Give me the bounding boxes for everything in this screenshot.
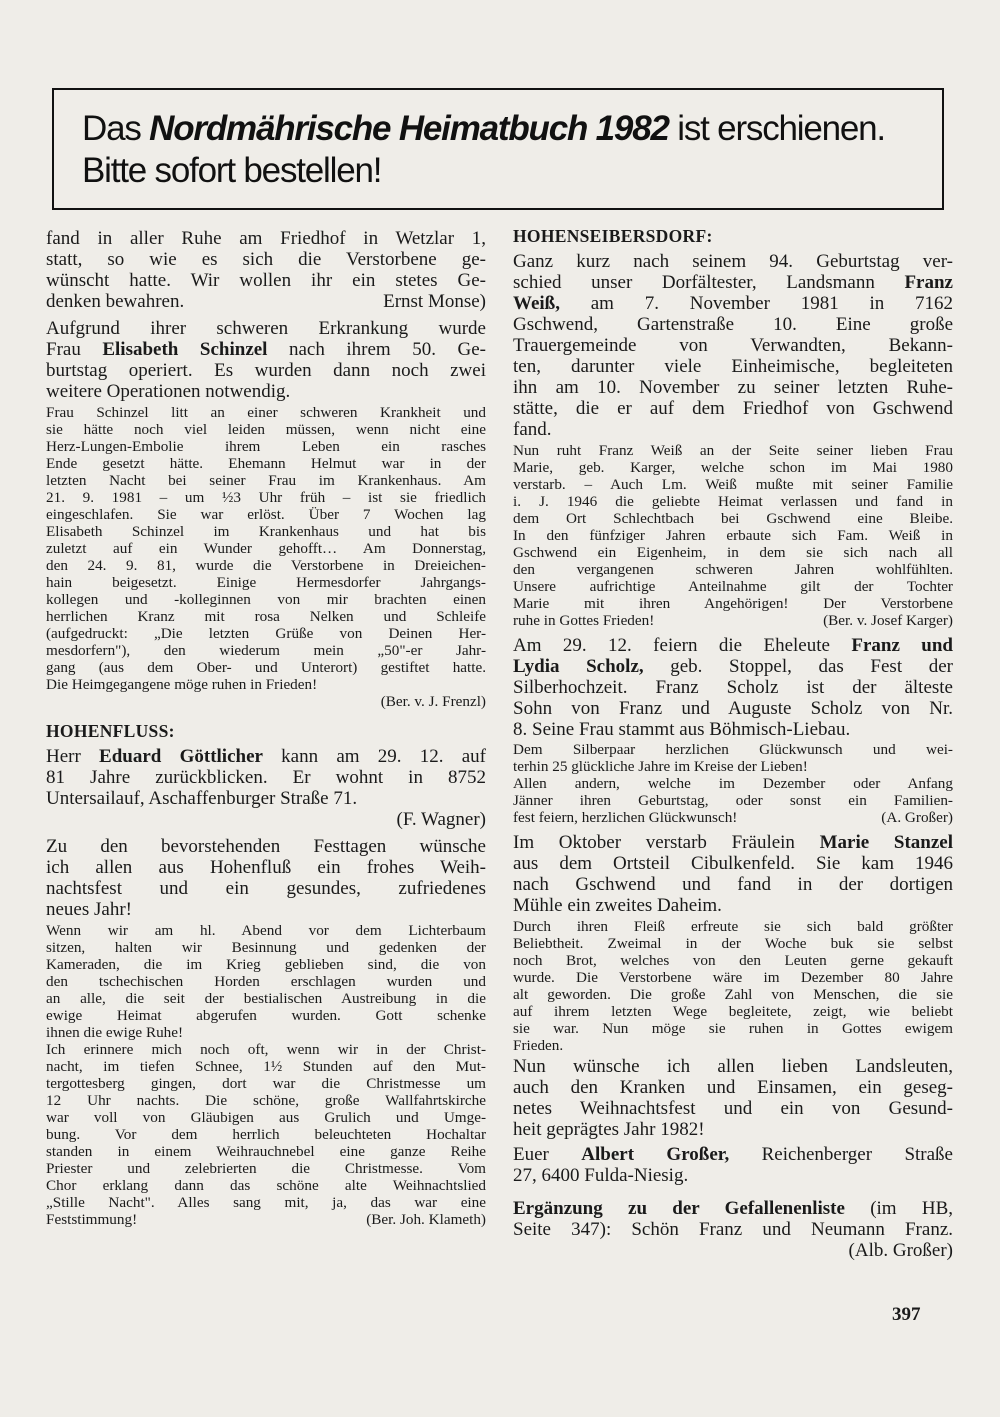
text-line	[513, 656, 953, 677]
text-line: standen in einem Weihrauchnebel eine ganze Reihe	[46, 1143, 486, 1160]
text-line: Gschwend, Gartenstraße 10. Eine große	[513, 314, 953, 335]
text-line: burtstag operiert. Es wurden dann noch zwei	[46, 360, 486, 381]
page-number: 397	[892, 1304, 921, 1325]
text-line: nach Gschwend und fand in der dortigen	[513, 874, 953, 895]
text-line: Trauergemeinde von Verwandten, Bekann-	[513, 335, 953, 356]
text-line: Dem Silberpaar herzlichen Glückwunsch und wei-	[513, 741, 953, 758]
text-line: Marie mit ihren Angehörigen! Der Verstorbene	[513, 595, 953, 612]
signature: Ernst Monse)	[383, 291, 486, 312]
text-line: Unsere aufrichtige Anteilnahme gilt der Tochter	[513, 578, 953, 595]
text-line: auf ihrem letzten Wege begleitete, zeigt, wie beliebt	[513, 1003, 953, 1020]
text-fragment: schied unser Dorfältester, Landsmann	[513, 272, 905, 293]
paragraph-author-address	[513, 1144, 953, 1186]
person-name: Albert Großer,	[581, 1144, 730, 1165]
text-line: „Stille Nacht". Alles sang mit, ja, das war eine	[46, 1194, 486, 1211]
text-line: aus dem Ortsteil Cibulkenfeld. Sie kam 1946	[513, 853, 953, 874]
text-line: letzten Nacht bei seiner Frau im Krankenhaus. Am	[46, 472, 486, 489]
paragraph-weiss-report	[513, 442, 953, 629]
text-fragment: Reichenberger Straße	[729, 1144, 953, 1165]
text-line: weitere Operationen notwendig.	[46, 381, 291, 402]
person-name: Eduard Göttlicher	[99, 746, 263, 767]
text-line: ich allen aus Hohenfluß ein frohes Weih-	[46, 857, 486, 878]
text-fragment: ruhe in Gottes Frieden!	[513, 612, 655, 629]
text-line: Frieden.	[513, 1037, 564, 1054]
text-fragment: kann am 29. 12. auf	[262, 746, 487, 767]
text-line: terhin 25 glückliche Jahre im Kreise der Lieben!	[513, 758, 808, 775]
text-line: heit geprägtes Jahr 1982!	[513, 1119, 705, 1140]
text-line: alt geworden. Die große Zahl von Menschen, die sie	[513, 986, 953, 1003]
paragraph-schinzel-report	[46, 404, 486, 710]
banner-book-title: Nordmährische Heimatbuch 1982	[149, 109, 669, 148]
text-fragment: Frau	[46, 339, 103, 360]
text-line: Gschwend ein Eigenheim, in dem sie sich nach all	[513, 544, 953, 561]
text-line	[513, 1198, 953, 1219]
text-line: sitzen, halten wir Besinnung und gedenken der	[46, 939, 486, 956]
paragraph-closing-wishes	[513, 1056, 953, 1140]
text-line: Nun ruht Franz Weiß an der Seite seiner lieben Frau	[513, 442, 953, 459]
text-fragment: Herr	[46, 746, 100, 767]
banner-text-post: ist erschienen.	[668, 109, 885, 148]
text-line: 12 Uhr nachts. Die schöne, große Wallfahrtskirche	[46, 1092, 486, 1109]
paragraph-stanzel-report	[513, 918, 953, 1054]
text-line: (aufgedruckt: „Die letzten Grüße von Deinen Her-	[46, 625, 486, 642]
text-line: Ich erinnere mich noch oft, wenn wir in der Christ-	[46, 1041, 486, 1058]
text-line: Nun wünsche ich allen lieben Landsleuten,	[513, 1056, 953, 1077]
banner-line-1	[82, 108, 942, 150]
text-line: Die Heimgegangene möge ruhen in Frieden!	[46, 676, 318, 693]
text-line	[513, 272, 953, 293]
signature: (Ber. v. Josef Karger)	[823, 612, 953, 629]
text-line: statt, so wie es sich die Verstorbene ge-	[46, 249, 486, 270]
person-name: Franz	[904, 272, 953, 293]
text-line	[513, 1144, 953, 1165]
paragraph-schinzel-intro	[46, 318, 486, 402]
text-line	[513, 293, 953, 314]
text-fragment: Euer	[513, 1144, 582, 1165]
paragraph-congratulations	[513, 741, 953, 826]
text-line: kollegen und -kolleginnen von mir brachten einen	[46, 591, 486, 608]
text-line: Untersailauf, Aschaffenburger Straße 71.	[46, 788, 358, 809]
text-fragment: Feststimmung!	[46, 1211, 138, 1228]
signature: (Ber. Joh. Klameth)	[366, 1211, 486, 1228]
text-line: 27, 6400 Fulda-Niesig.	[513, 1165, 689, 1186]
text-line: gang (aus dem Ober- und Unterort) gestiftet hatte.	[46, 659, 486, 676]
text-line	[513, 635, 953, 656]
text-line: Mühle ein zweites Daheim.	[513, 895, 722, 916]
text-fragment: Im Oktober verstarb Fräulein	[513, 832, 820, 853]
text-line: 8. Seine Frau stammt aus Böhmisch-Liebau.	[513, 719, 851, 740]
banner-line-2: Bitte sofort bestellen!	[82, 151, 382, 190]
text-line-with-signature	[46, 1211, 486, 1228]
text-line: nachtsfest und ein gesundes, zufriedenes	[46, 878, 486, 899]
paragraph-fallen-list-addendum	[513, 1198, 953, 1261]
text-line: nacht, im tiefen Schnee, 1½ Stunden auf den Mut-	[46, 1058, 486, 1075]
text-line: Elisabeth Schinzel im Krankenhaus und hat bis	[46, 523, 486, 540]
announcement-banner	[52, 88, 944, 210]
text-fragment: nach ihrem 50. Ge-	[267, 339, 486, 360]
text-fragment: fest feiern, herzlichen Glückwunsch!	[513, 809, 738, 826]
text-line: noch Brot, welches von den Leuten gerne gekauft	[513, 952, 953, 969]
text-line: netes Weihnachtsfest und ein von Gesund-	[513, 1098, 953, 1119]
text-line: 81 Jahre zurückblicken. Er wohnt in 8752	[46, 767, 486, 788]
text-line: Chor erklang dann das schöne alte Weihnachtslied	[46, 1177, 486, 1194]
text-line: den vergangenen schweren Jahren wohlfühlten.	[513, 561, 953, 578]
addendum-title: Ergänzung zu der Gefallenenliste	[513, 1198, 845, 1219]
person-name: Franz und	[851, 635, 953, 656]
signature: (Ber. v. J. Frenzl)	[380, 693, 486, 710]
text-line-with-signature	[513, 809, 953, 826]
paragraph-weiss-obituary	[513, 251, 953, 440]
text-line: dem Ort Schlechtbach bei Gschwend eine Bleibe.	[513, 510, 953, 527]
text-line: Sohn von Franz und Auguste Scholz von Nr.	[513, 698, 953, 719]
text-line: herrlichen Kranz mit rosa Nelken und Schleife	[46, 608, 486, 625]
text-line: ihnen die ewige Ruhe!	[46, 1024, 184, 1041]
text-line: ewige Heimat abgerufen wurden. Gott schenke	[46, 1007, 486, 1024]
text-line: fand.	[513, 419, 552, 440]
text-line: Beliebtheit. Zweimal in der Woche buk sie selbst	[513, 935, 953, 952]
text-line: Herz-Lungen-Embolie ihrem Leben ein rasches	[46, 438, 486, 455]
text-line: hain beigesetzt. Einige Hermesdorfer Jahrgangs-	[46, 574, 486, 591]
text-line: sie hätte noch viel leiden müssen, wenn nicht eine	[46, 421, 486, 438]
text-line: i. J. 1946 die geliebte Heimat verlassen und fand in	[513, 493, 953, 510]
paragraph-stanzel-obituary	[513, 832, 953, 916]
text-line: Wenn wir am hl. Abend vor dem Lichterbaum	[46, 922, 486, 939]
section-heading-hohenseibersdorf: HOHENSEIBERSDORF:	[513, 226, 713, 246]
text-line: den 24. 9. 81, wurde die Verstorbene in Dreieichen-	[46, 557, 486, 574]
text-line: Jänner ihren Geburtstag, oder sonst ein Familien-	[513, 792, 953, 809]
person-name: Elisabeth Schinzel	[102, 339, 268, 360]
text-line	[46, 746, 486, 767]
text-line: Kameraden, die im Krieg geblieben sind, die von	[46, 956, 486, 973]
text-line: neues Jahr!	[46, 899, 132, 920]
text-line	[46, 339, 486, 360]
signature: (A. Großer)	[881, 809, 953, 826]
text-line-with-signature	[513, 612, 953, 629]
text-line: bung. Vor dem herrlich beleuchteten Hochaltar	[46, 1126, 486, 1143]
text-line: Aufgrund ihrer schweren Erkrankung wurde	[46, 318, 486, 339]
text-line: den tschechischen Horden erschlagen wurden und	[46, 973, 486, 990]
person-name: Weiß,	[513, 293, 560, 314]
text-line: eingeschlafen. Sie war erlöst. Über 7 Wochen lag	[46, 506, 486, 523]
text-line: Allen andern, welche im Dezember oder Anfang	[513, 775, 953, 792]
text-line-with-signature	[46, 291, 486, 312]
paragraph-goettlicher	[46, 746, 486, 830]
text-line: Durch ihren Fleiß erfreute sie sich bald größter	[513, 918, 953, 935]
paragraph-burial-wetzlar	[46, 228, 486, 312]
text-line: an alle, die seit der bestialischen Austreibung in die	[46, 990, 486, 1007]
text-fragment: denken bewahren.	[46, 291, 185, 312]
person-name: Lydia Scholz,	[513, 656, 644, 677]
right-column	[513, 228, 953, 1261]
text-line	[513, 832, 953, 853]
text-line: Seite 347): Schön Franz und Neumann Franz.	[513, 1219, 953, 1240]
text-line: Silberhochzeit. Franz Scholz ist der älteste	[513, 677, 953, 698]
person-name: Marie Stanzel	[819, 832, 953, 853]
left-column	[46, 228, 486, 1228]
text-line: sie war. Nun möge sie ruhen in Gottes ewigem	[513, 1020, 953, 1037]
text-line: Ganz kurz nach seinem 94. Geburtstag ver-	[513, 251, 953, 272]
paragraph-holiday-wishes	[46, 836, 486, 920]
text-line: Frau Schinzel litt an einer schweren Krankheit und	[46, 404, 486, 421]
text-line: Priester und zelebrierten die Christmesse. Vom	[46, 1160, 486, 1177]
text-line: Ende gesetzt hätte. Ehemann Helmut war in der	[46, 455, 486, 472]
text-line: fand in aller Ruhe am Friedhof in Wetzlar 1,	[46, 228, 486, 249]
text-line: wurde. Die Verstorbene wäre im Dezember 80 Jahre	[513, 969, 953, 986]
text-line: stätte, die er auf dem Friedhof von Gschwend	[513, 398, 953, 419]
text-line: ihn am 10. November zu seiner letzten Ruhe-	[513, 377, 953, 398]
text-line: tergottesberg gingen, dort war die Christmesse um	[46, 1075, 486, 1092]
paragraph-christmas-memories	[46, 922, 486, 1228]
text-line: wünscht hatte. Wir wollen ihr ein stetes Ge-	[46, 270, 486, 291]
text-fragment: am 7. November 1981 in 7162	[559, 293, 953, 314]
signature: (F. Wagner)	[396, 809, 486, 830]
text-line: Marie, geb. Karger, welche schon im Mai 1980	[513, 459, 953, 476]
text-line: zuletzt auf ein Wunder gehofft… Am Donnerstag,	[46, 540, 486, 557]
text-fragment: (im HB,	[844, 1198, 953, 1219]
section-heading-hohenfluss: HOHENFLUSS:	[46, 721, 175, 741]
text-line: mesdorfern"), den wiederum mein „50"-er Jahr-	[46, 642, 486, 659]
text-line: Zu den bevorstehenden Festtagen wünsche	[46, 836, 486, 857]
text-fragment: geb. Stoppel, das Fest der	[643, 656, 953, 677]
signature: (Alb. Großer)	[848, 1240, 953, 1261]
text-fragment: Am 29. 12. feiern die Eheleute	[513, 635, 852, 656]
text-line: auch den Kranken und Einsamen, ein geseg-	[513, 1077, 953, 1098]
text-line: In den fünfziger Jahren erbaute sich Fam. Weiß in	[513, 527, 953, 544]
text-line: war voll von Gläubigen aus Grulich und Umge-	[46, 1109, 486, 1126]
banner-text-pre: Das	[82, 109, 150, 148]
text-line: verstarb. – Auch Lm. Weiß mußte mit seiner Familie	[513, 476, 953, 493]
text-line: ten, darunter viele Einheimische, begleiteten	[513, 356, 953, 377]
paragraph-scholz-anniversary	[513, 635, 953, 740]
text-line: 21. 9. 1981 – um ½3 Uhr früh – ist sie friedlich	[46, 489, 486, 506]
